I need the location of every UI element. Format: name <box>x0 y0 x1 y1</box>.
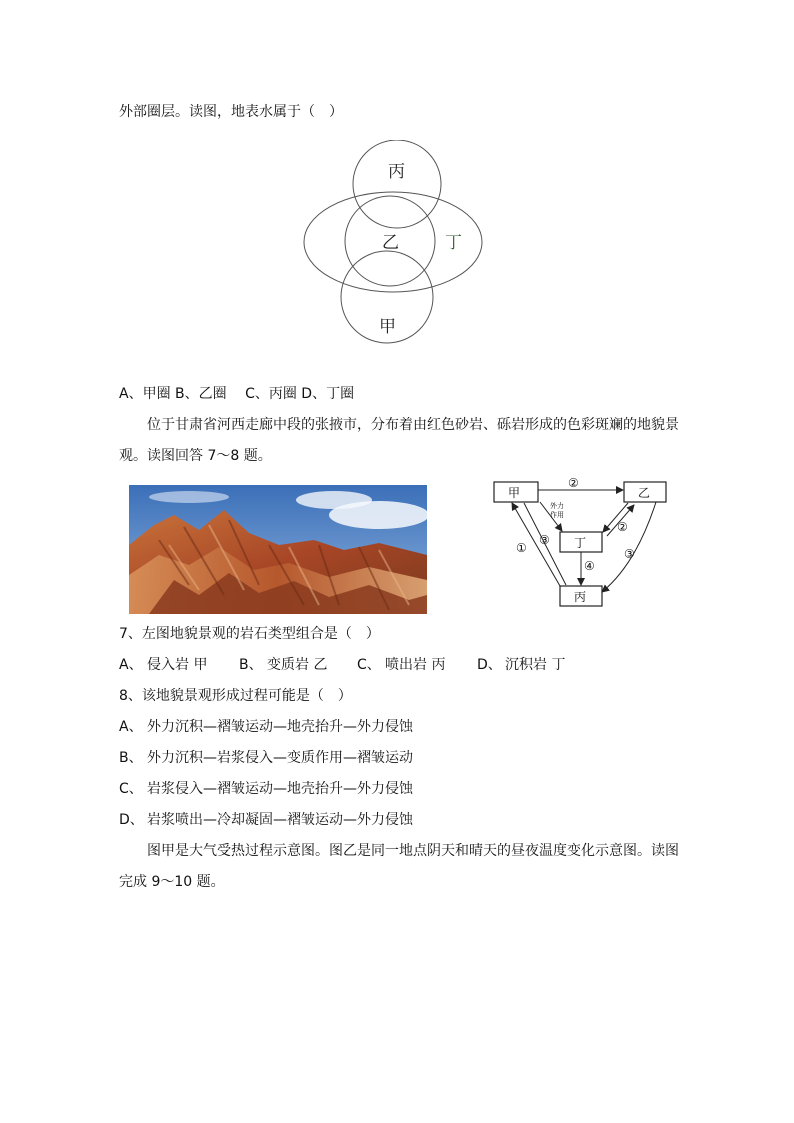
label-n4: ④ <box>584 559 595 573</box>
q7-options <box>119 656 565 674</box>
q8-option-c-letter: C、 <box>119 781 143 797</box>
q8-option-d-letter: D、 <box>119 812 144 828</box>
q8-option-b-letter: B、 <box>119 750 143 766</box>
label-jia: 甲 <box>379 317 396 337</box>
q7-option-b-letter: B、 <box>239 657 263 673</box>
q7-option-a-text: 侵入岩 甲 <box>147 657 208 673</box>
label-n2-top: ② <box>568 476 579 490</box>
q7-option-c-letter: C、 <box>357 657 381 673</box>
q8-stem: 8、该地貌景观形成过程可能是（ ） <box>119 688 352 704</box>
q7-option-d-text: 沉积岩 丁 <box>505 657 566 673</box>
box-yi-label: 乙 <box>638 486 651 500</box>
q8-option-a-letter: A、 <box>119 719 143 735</box>
q8-option-d <box>119 811 413 829</box>
q8-option-a <box>119 718 413 736</box>
passage-line-1: 位于甘肃省河西走廊中段的张掖市，分布着由红色砂岩、砾岩形成的色彩斑斓的地貌景 <box>147 417 679 433</box>
q7-option-b-text: 变质岩 乙 <box>267 657 328 673</box>
circle-bing <box>353 140 441 228</box>
label-waili: 外力 <box>550 502 564 510</box>
q6-intro: 外部圈层。读图，地表水属于（ ） <box>119 104 343 120</box>
label-ding: 丁 <box>445 233 462 253</box>
q7-option-a-letter: A、 <box>119 657 143 673</box>
passage-line-2: 观。读图回答 7～8 题。 <box>119 448 272 464</box>
q7-option-c-text: 喷出岩 丙 <box>385 657 446 673</box>
label-n3-left: ③ <box>539 533 550 547</box>
label-n2-right: ② <box>617 520 628 534</box>
danxia-landscape-photo <box>129 485 427 614</box>
q8-option-c <box>119 780 413 798</box>
q6-options: A、甲圈 B、乙圈 C、丙圈 D、丁圈 <box>119 386 355 402</box>
label-zuoyong: 作用 <box>550 511 564 519</box>
box-bing-label: 丙 <box>574 590 587 604</box>
q8-option-d-text: 岩浆喷出—冷却凝固—褶皱运动—外力侵蚀 <box>147 812 413 828</box>
q8-option-b-text: 外力沉积—岩浆侵入—变质作用—褶皱运动 <box>147 750 413 766</box>
label-n1: ① <box>516 541 527 555</box>
box-jia-label: 甲 <box>508 486 521 500</box>
rock-cycle-diagram <box>486 474 676 614</box>
q8-option-b <box>119 749 413 767</box>
q7-option-d-letter: D、 <box>477 657 502 673</box>
venn-diagram <box>300 140 486 350</box>
label-bing: 丙 <box>388 162 405 182</box>
label-yi: 乙 <box>382 233 399 253</box>
passage2-line-2: 完成 9～10 题。 <box>119 874 225 890</box>
q8-option-a-text: 外力沉积—褶皱运动—地壳抬升—外力侵蚀 <box>147 719 413 735</box>
q7-stem: 7、左图地貌景观的岩石类型组合是（ ） <box>119 626 380 642</box>
box-ding-label: 丁 <box>574 536 587 550</box>
label-n3-right: ③ <box>624 547 635 561</box>
q8-option-c-text: 岩浆侵入—褶皱运动—地壳抬升—外力侵蚀 <box>147 781 413 797</box>
passage2-line-1: 图甲是大气受热过程示意图。图乙是同一地点阴天和晴天的昼夜温度变化示意图。读图 <box>147 843 679 859</box>
